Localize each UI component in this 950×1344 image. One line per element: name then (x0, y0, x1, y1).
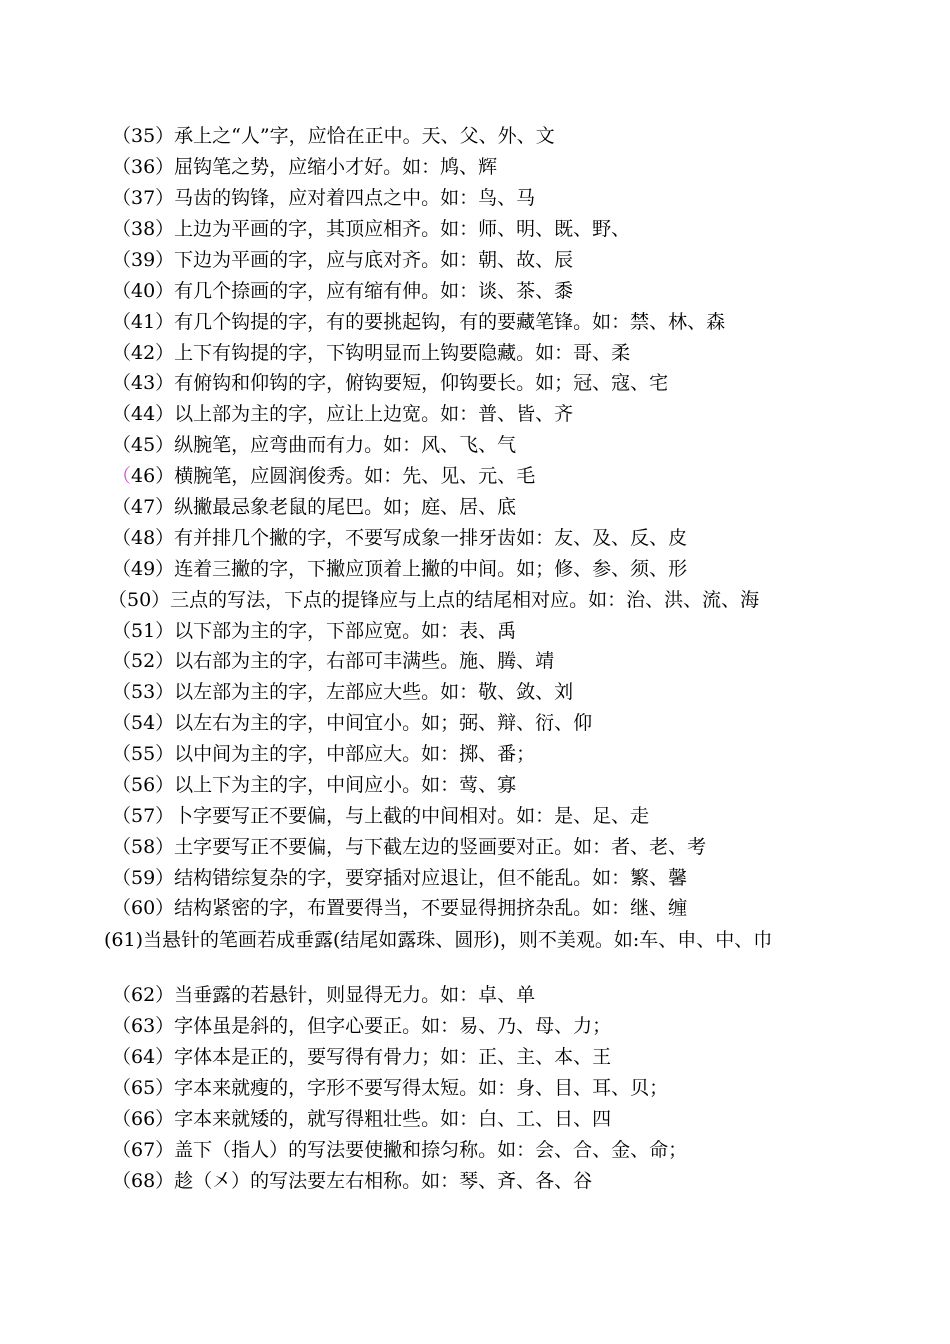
text-line-35: （35）承上之“人”字，应恰在正中。天、父、外、文 (112, 125, 555, 147)
text-line-44: （44）以上部为主的字，应让上边宽。如：普、皆、齐 (112, 403, 574, 425)
text-line-55: （55）以中间为主的字，中部应大。如：掷、番； (112, 743, 536, 765)
text-line-40: （40）有几个捺画的字，应有缩有伸。如：谈、茶、黍 (112, 280, 574, 302)
text-line-58: （58）土字要写正不要偏，与下截左边的竖画要对正。如：者、老、考 (112, 836, 707, 858)
text-line-56: （56）以上下为主的字，中间应小。如：莺、寡 (112, 774, 517, 796)
text-line-63: （63）字体虽是斜的，但字心要正。如：易、乃、母、力； (112, 1015, 612, 1037)
text-line-48: （48）有并排几个撇的字，不要写成象一排牙齿如：友、及、反、皮 (112, 527, 688, 549)
text-line-53: （53）以左部为主的字，左部应大些。如：敬、敛、刘 (112, 681, 574, 703)
text-line-43: （43）有俯钩和仰钩的字，俯钩要短，仰钩要长。如；冠、寇、宅 (112, 372, 669, 394)
text-line-59: （59）结构错综复杂的字，要穿插对应退让，但不能乱。如：繁、馨 (112, 867, 688, 889)
highlighted-paren: （ (112, 465, 132, 487)
text-line-62: （62）当垂露的若悬针，则显得无力。如：卓、单 (112, 984, 536, 1006)
text-line-38: （38）上边为平画的字，其顶应相齐。如：师、明、既、野、 (112, 218, 631, 240)
text-line-37: （37）马齿的钩锋，应对着四点之中。如：鸟、马 (112, 187, 536, 209)
text-line-60: （60）结构紧密的字，布置要得当，不要显得拥挤杂乱。如：继、缠 (112, 897, 688, 919)
text-line-52: （52）以右部为主的字，右部可丰满些。施、腾、靖 (112, 650, 555, 672)
text-line-42: （42）上下有钩提的字，下钩明显而上钩要隐藏。如：哥、柔 (112, 342, 631, 364)
text-line-45: （45）纵腕笔，应弯曲而有力。如：风、飞、气 (112, 434, 517, 456)
text-line-61: (61)当悬针的笔画若成垂露(结尾如露珠、圆形)，则不美观。如:车、申、中、巾 (104, 929, 773, 951)
text-line-50: （50）三点的写法，下点的提锋应与上点的结尾相对应。如：治、洪、流、海 (108, 589, 760, 611)
text-line-47: （47）纵撇最忌象老鼠的尾巴。如；庭、居、底 (112, 496, 517, 518)
text-line-49: （49）连着三撇的字，下撇应顶着上撇的中间。如；修、参、须、形 (112, 558, 688, 580)
text-line-39: （39）下边为平画的字，应与底对齐。如：朝、故、辰 (112, 249, 574, 271)
text-line-66: （66）字本来就矮的，就写得粗壮些。如：白、工、日、四 (112, 1108, 612, 1130)
text-line-67: （67）盖下（指人）的写法要使撇和捺匀称。如：会、合、金、命； (112, 1139, 688, 1161)
text-line-46 (112, 461, 852, 492)
text-line-54: （54）以左右为主的字，中间宜小。如；弼、辩、衍、仰 (112, 712, 593, 734)
text-line-57: （57）卜字要写正不要偏，与上截的中间相对。如：是、足、走 (112, 805, 650, 827)
text-line-41: （41）有几个钩提的字，有的要挑起钩，有的要藏笔锋。如：禁、林、森 (112, 311, 726, 333)
text-line-36: （36）屈钩笔之势，应缩小才好。如：鸠、辉 (112, 156, 498, 178)
text-line-64: （64）字体本是正的，要写得有骨力；如：正、主、本、王 (112, 1046, 612, 1068)
text-line-46-body: 46）横腕笔，应圆润俊秀。如：先、见、元、毛 (131, 465, 536, 487)
text-line-65: （65）字本来就瘦的，字形不要写得太短。如：身、目、耳、贝； (112, 1077, 669, 1099)
text-line-68: （68）趁（㐅）的写法要左右相称。如：琴、斉、各、谷 (112, 1170, 593, 1192)
text-line-51: （51）以下部为主的字，下部应宽。如：表、禹 (112, 620, 517, 642)
